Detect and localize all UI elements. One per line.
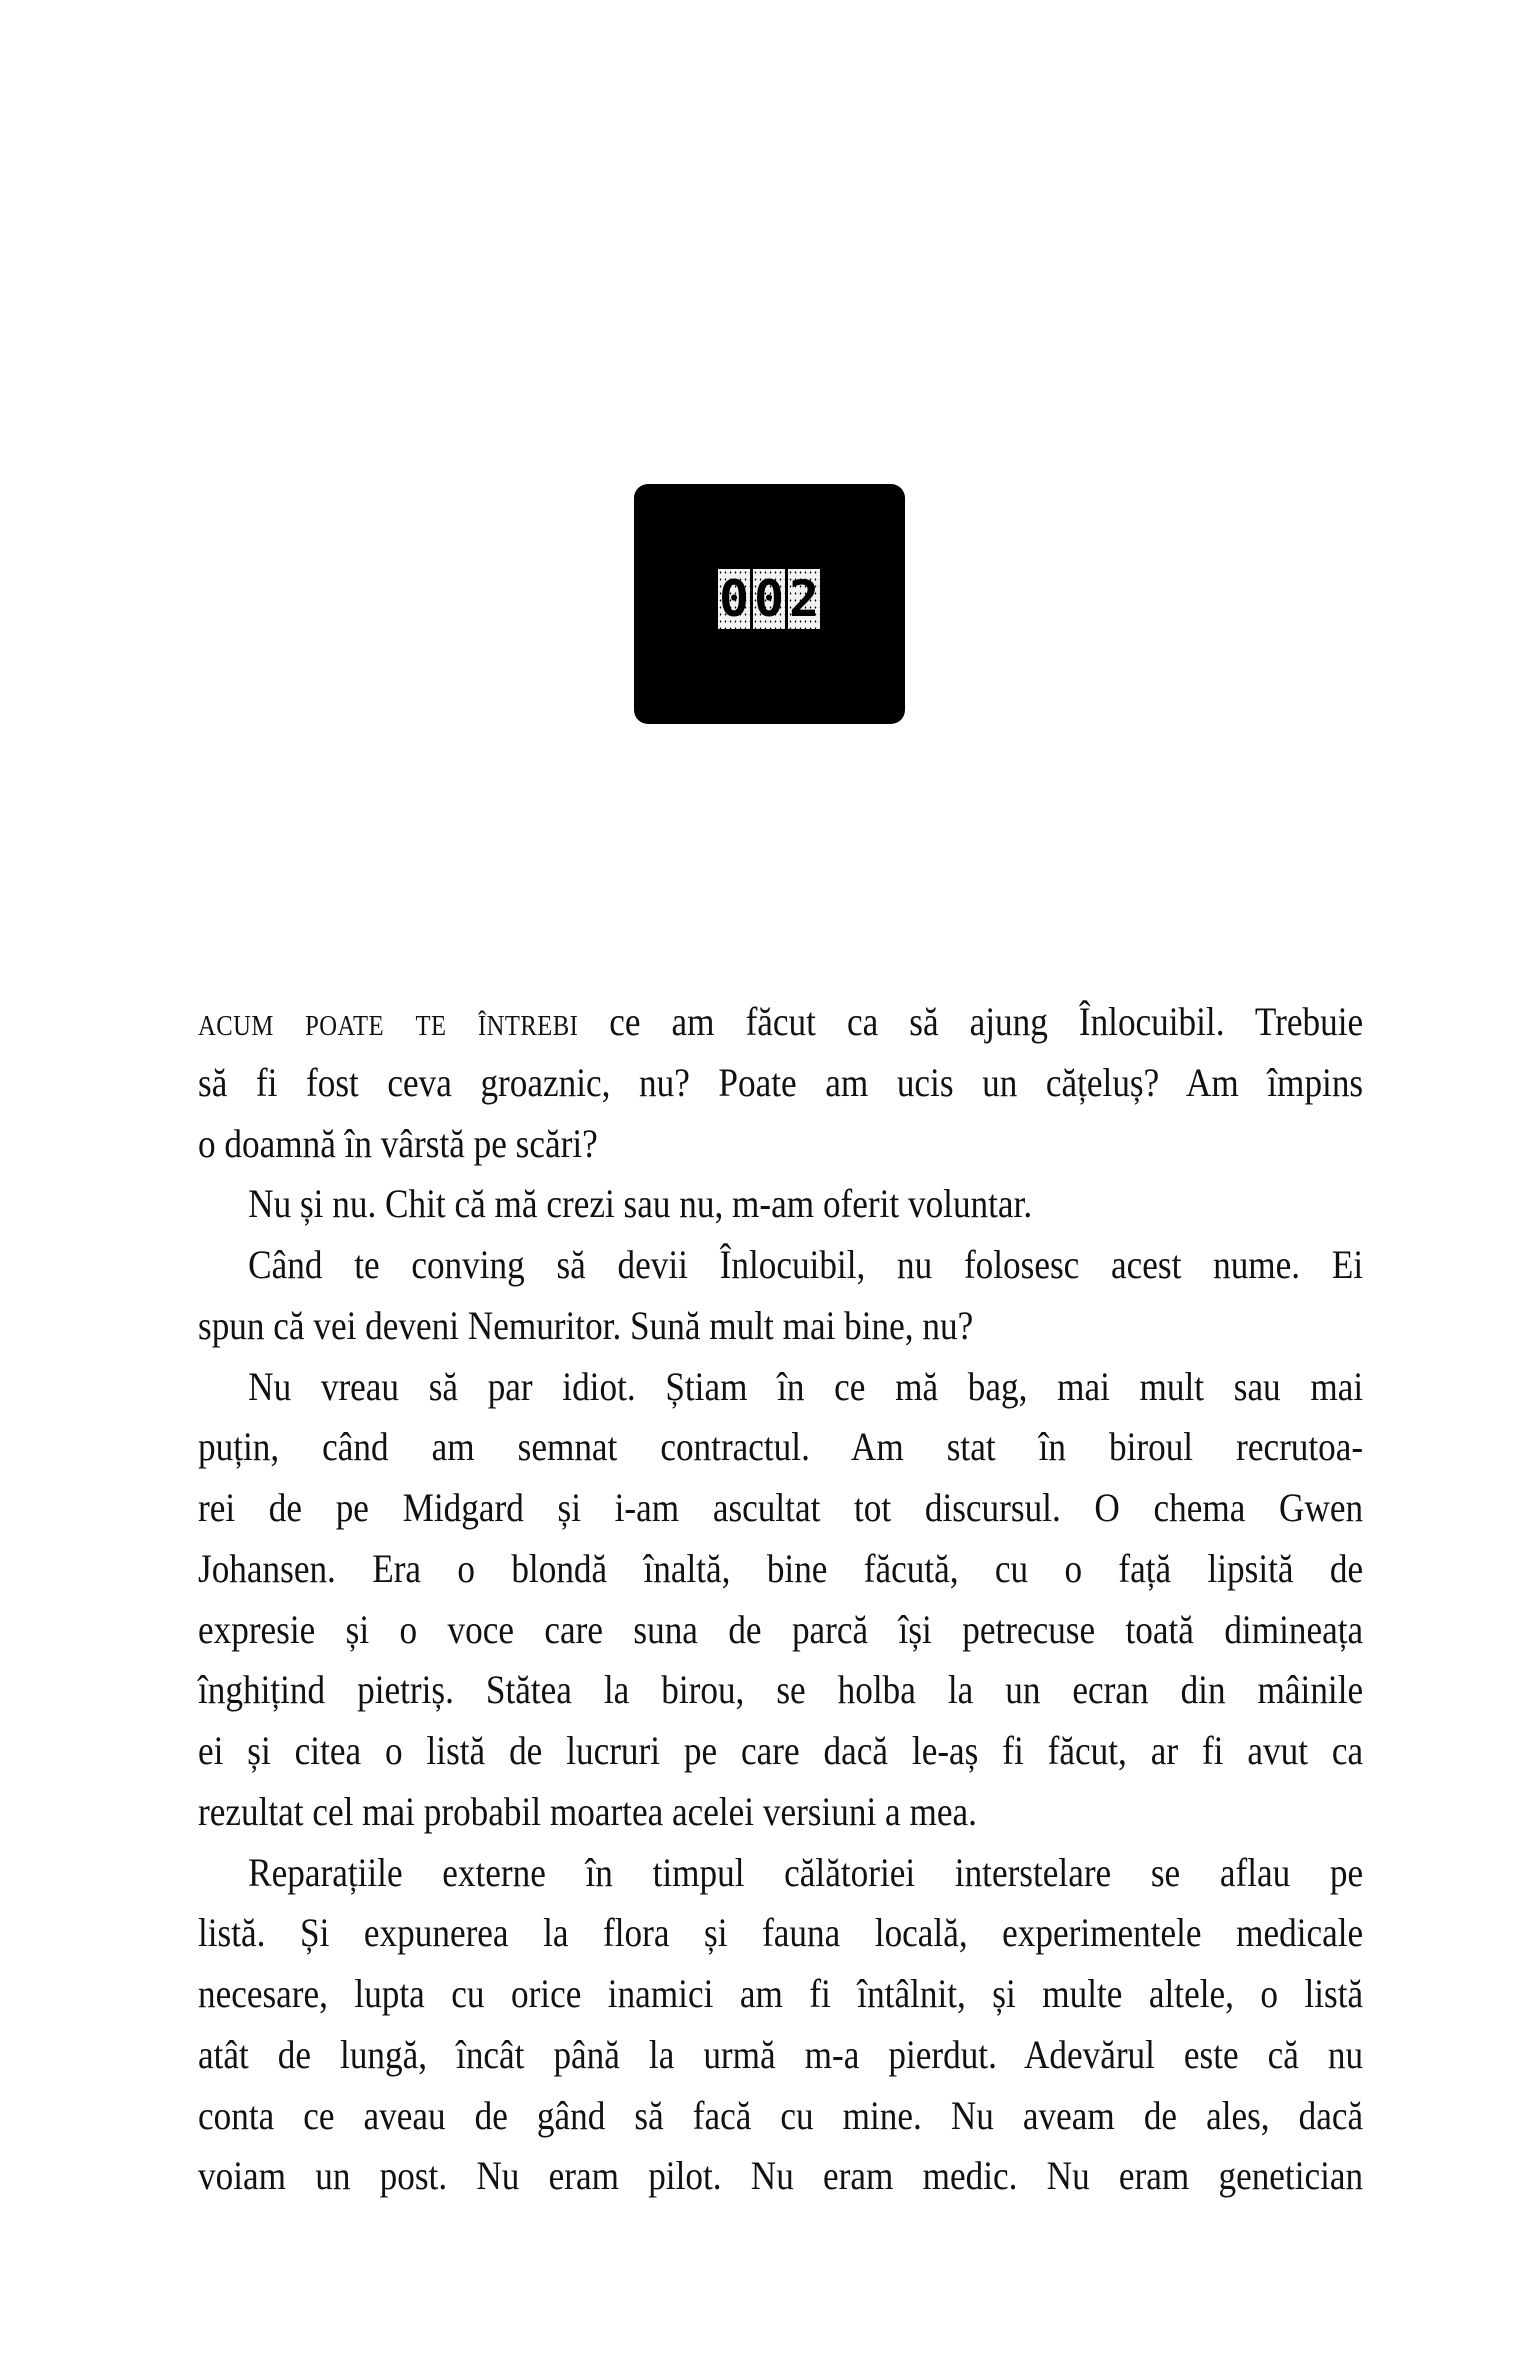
text-line: ei și citea o listă de lucruri pe care dacă le-aș fi făcut, ar fi avut ca xyxy=(198,1728,1364,1773)
text-line: rei de pe Midgard și i-am ascultat tot discursul. O chema Gwen xyxy=(198,1485,1364,1530)
text-line: Nu și nu. Chit că mă crezi sau nu, m-am oferit voluntar. xyxy=(248,1181,1033,1227)
chapter-digit: 2 xyxy=(788,570,820,628)
chapter-body-text xyxy=(198,992,1363,2207)
text-line xyxy=(198,992,1363,1053)
text-line: o doamnă în vârstă pe scări? xyxy=(198,1120,598,1166)
text-line: voiam un post. Nu eram pilot. Nu eram medic. Nu eram genetician xyxy=(198,2153,1364,2199)
line-text: ce am făcut ca să ajung Înlocuibil. Trebuie xyxy=(578,999,1364,1044)
chapter-number-badge xyxy=(634,484,905,724)
chapter-digit: 0 xyxy=(753,570,785,628)
text-line: necesare, lupta cu orice inamici am fi întâlnit, și multe altele, o listă xyxy=(198,1971,1364,2016)
text-line: Reparațiile externe în timpul călătoriei interstelare se aflau pe xyxy=(248,1849,1364,1895)
text-line: rezultat cel mai probabil moartea acelei versiuni a mea. xyxy=(198,1788,977,1834)
text-line: să fi fost ceva groaznic, nu? Poate am ucis un cățeluș? Am împins xyxy=(198,1059,1364,1105)
text-line: atât de lungă, încât până la urmă m-a pierdut. Adevărul este că nu xyxy=(198,2031,1364,2077)
text-line: spun că vei deveni Nemuritor. Sună mult mai bine, nu? xyxy=(198,1302,974,1348)
text-line: Nu vreau să par idiot. Știam în ce mă bag, mai mult sau mai xyxy=(248,1363,1364,1409)
text-line: înghițind pietriș. Stătea la birou, se holba la un ecran din mâinile xyxy=(198,1667,1364,1713)
text-line: expresie și o voce care suna de parcă își petrecuse toată dimineața xyxy=(198,1606,1364,1652)
chapter-digit: 0 xyxy=(718,570,750,628)
text-line: puțin, când am semnat contractul. Am stat în biroul recrutoa- xyxy=(198,1424,1364,1470)
text-line: conta ce aveau de gând să facă cu mine. Nu aveam de ales, dacă xyxy=(198,2092,1364,2138)
text-line: listă. Și expunerea la flora și fauna locală, experimentele medicale xyxy=(198,1910,1364,1956)
small-caps-lead: acum poate te întrebi xyxy=(198,999,579,1044)
text-line: Johansen. Era o blondă înaltă, bine făcută, cu o față lipsită de xyxy=(198,1545,1364,1591)
chapter-counter xyxy=(718,569,820,629)
text-line: Când te conving să devii Înlocuibil, nu folosesc acest nume. Ei xyxy=(248,1242,1364,1287)
